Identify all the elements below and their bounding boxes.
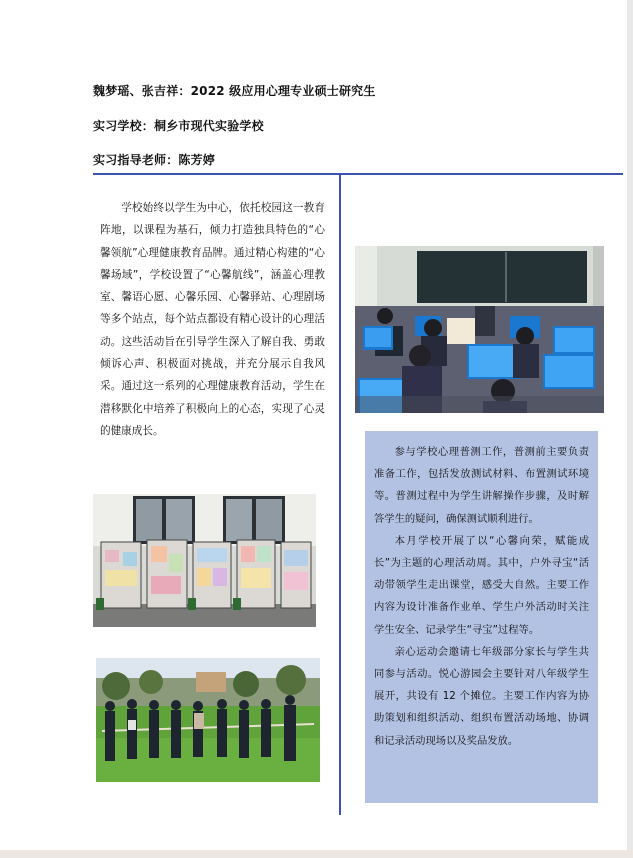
classroom-photo bbox=[355, 246, 604, 413]
mentor-line: 实习指导老师：陈芳婷 bbox=[93, 153, 216, 167]
work-paragraph-1: 参与学校心理普测工作，普测前主要负责准备工作，包括发放测试材料、布置测试环境等。普测过程中为学生讲解操作步骤，及时解答学生的疑问，确保测试顺利进行。 bbox=[374, 446, 589, 525]
page-bottom-edge bbox=[0, 850, 633, 858]
column-divider bbox=[339, 174, 341, 815]
work-paragraph-2: 本月学校开展了以“心馨向荣，赋能成长”为主题的心理活动周。其中，户外寻宝“活动带领学生走出课堂，感受大自然。主要工作内容为设计准备作业单、学生户外活动时关注学生安全、记录学生“寻宝”过程等。 bbox=[374, 534, 589, 636]
page-edge-shadow bbox=[627, 0, 633, 850]
authors-line: 魏梦瑶、张吉祥：2022 级应用心理专业硕士研究生 bbox=[93, 84, 376, 98]
exhibition-photo bbox=[93, 494, 316, 627]
school-line: 实习学校：桐乡市现代实验学校 bbox=[93, 119, 264, 133]
intro-paragraph: 学校始终以学生为中心，依托校园这一教育阵地，以课程为基石，倾力打造独具特色的“心馨领航”心理健康教育品牌。通过精心构建的“心馨场域”，学校设置了“心馨航线”，涵盖心理教室、馨语心愿、心馨乐园、心馨驿站、心理剧场等多个站点，每个站点都设有精心设计的心理活动。这些活动旨在引导学生深入了解自我、勇敢倾诉心声、积极面对挑战，并充分展示自我风采。通过这一系列的心理健康教育活动，学生在潜移默化中培养了积极向上的心态，实现了心灵的健康成长。 bbox=[100, 202, 325, 437]
horizontal-rule bbox=[93, 173, 623, 175]
tug-of-war-photo bbox=[96, 658, 320, 782]
work-paragraph-3: 亲心运动会邀请七年级部分家长与学生共同参与活动。悦心游园会主要针对八年级学生展开，共设有 12 个摊位。主要工作内容为协助策划和组织活动、组织布置活动场地、协调和记录活动现场以及奖品发放。 bbox=[374, 645, 589, 747]
internship-work-box bbox=[365, 431, 598, 803]
